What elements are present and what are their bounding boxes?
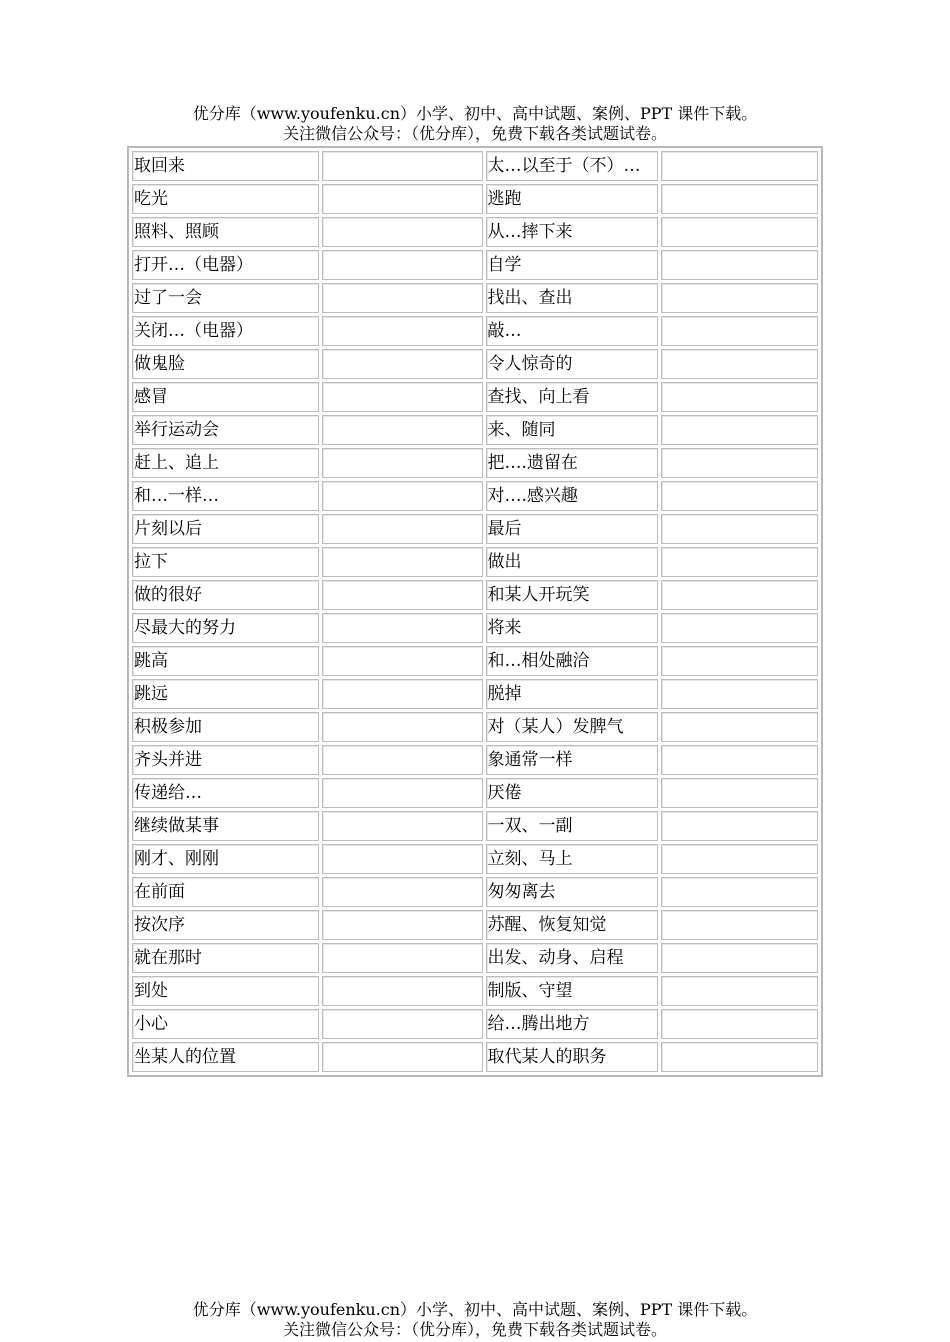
table-row bbox=[132, 1009, 818, 1039]
answer-blank-left[interactable] bbox=[322, 349, 483, 379]
table-row bbox=[132, 415, 818, 445]
answer-blank-right[interactable] bbox=[661, 184, 818, 214]
answer-blank-left[interactable] bbox=[322, 415, 483, 445]
table-row bbox=[132, 646, 818, 676]
answer-blank-left[interactable] bbox=[322, 184, 483, 214]
table-row bbox=[132, 712, 818, 742]
table-row bbox=[132, 745, 818, 775]
chinese-term-right: 查找、向上看 bbox=[486, 382, 659, 412]
answer-blank-left[interactable] bbox=[322, 1009, 483, 1039]
chinese-term-right: 取代某人的职务 bbox=[486, 1042, 659, 1072]
chinese-term-right: 和…相处融洽 bbox=[486, 646, 659, 676]
chinese-term-left: 继续做某事 bbox=[132, 811, 319, 841]
chinese-term-right: 立刻、马上 bbox=[486, 844, 659, 874]
chinese-term-right: 脱掉 bbox=[486, 679, 659, 709]
chinese-term-right: 一双、一副 bbox=[486, 811, 659, 841]
chinese-term-left: 就在那时 bbox=[132, 943, 319, 973]
page-header bbox=[0, 104, 950, 144]
chinese-term-left: 做鬼脸 bbox=[132, 349, 319, 379]
answer-blank-right[interactable] bbox=[661, 415, 818, 445]
chinese-term-left: 和…一样… bbox=[132, 481, 319, 511]
table-row bbox=[132, 250, 818, 280]
answer-blank-left[interactable] bbox=[322, 250, 483, 280]
chinese-term-right: 自学 bbox=[486, 250, 659, 280]
answer-blank-left[interactable] bbox=[322, 910, 483, 940]
answer-blank-left[interactable] bbox=[322, 877, 483, 907]
footer-line-1: 优分库（www.youfenku.cn）小学、初中、高中试题、案例、PPT 课件下载。 bbox=[192, 1300, 758, 1319]
table-row bbox=[132, 580, 818, 610]
answer-blank-left[interactable] bbox=[322, 943, 483, 973]
chinese-term-right: 太…以至于（不）… bbox=[486, 151, 659, 181]
chinese-term-left: 照料、照顾 bbox=[132, 217, 319, 247]
chinese-term-right: 来、随同 bbox=[486, 415, 659, 445]
table-row bbox=[132, 679, 818, 709]
answer-blank-right[interactable] bbox=[661, 580, 818, 610]
footer-line-2: 关注微信公众号：（优分库），免费下载各类试题试卷。 bbox=[282, 1320, 667, 1339]
chinese-term-left: 赶上、追上 bbox=[132, 448, 319, 478]
chinese-term-left: 传递给… bbox=[132, 778, 319, 808]
chinese-term-right: 苏醒、恢复知觉 bbox=[486, 910, 659, 940]
table-row bbox=[132, 1042, 818, 1072]
answer-blank-left[interactable] bbox=[322, 646, 483, 676]
chinese-term-left: 跳高 bbox=[132, 646, 319, 676]
chinese-term-left: 吃光 bbox=[132, 184, 319, 214]
answer-blank-right[interactable] bbox=[661, 1042, 818, 1072]
chinese-term-right: 对（某人）发脾气 bbox=[486, 712, 659, 742]
answer-blank-left[interactable] bbox=[322, 712, 483, 742]
answer-blank-left[interactable] bbox=[322, 1042, 483, 1072]
answer-blank-left[interactable] bbox=[322, 844, 483, 874]
table-row bbox=[132, 481, 818, 511]
answer-blank-left[interactable] bbox=[322, 580, 483, 610]
answer-blank-left[interactable] bbox=[322, 547, 483, 577]
chinese-term-right: 给…腾出地方 bbox=[486, 1009, 659, 1039]
chinese-term-right: 厌倦 bbox=[486, 778, 659, 808]
answer-blank-right[interactable] bbox=[661, 283, 818, 313]
answer-blank-right[interactable] bbox=[661, 844, 818, 874]
chinese-term-left: 感冒 bbox=[132, 382, 319, 412]
table-row bbox=[132, 151, 818, 181]
answer-blank-right[interactable] bbox=[661, 976, 818, 1006]
chinese-term-right: 令人惊奇的 bbox=[486, 349, 659, 379]
chinese-term-right: 匆匆离去 bbox=[486, 877, 659, 907]
table-row bbox=[132, 316, 818, 346]
answer-blank-right[interactable] bbox=[661, 1009, 818, 1039]
chinese-term-right: 敲… bbox=[486, 316, 659, 346]
chinese-term-right: 出发、动身、启程 bbox=[486, 943, 659, 973]
answer-blank-left[interactable] bbox=[322, 679, 483, 709]
chinese-term-right: 把….遗留在 bbox=[486, 448, 659, 478]
chinese-term-left: 小心 bbox=[132, 1009, 319, 1039]
answer-blank-right[interactable] bbox=[661, 151, 818, 181]
answer-blank-left[interactable] bbox=[322, 316, 483, 346]
table-row bbox=[132, 877, 818, 907]
answer-blank-right[interactable] bbox=[661, 448, 818, 478]
answer-blank-right[interactable] bbox=[661, 613, 818, 643]
table-row bbox=[132, 184, 818, 214]
table-row bbox=[132, 910, 818, 940]
header-line-1: 优分库（www.youfenku.cn）小学、初中、高中试题、案例、PPT 课件下载。 bbox=[192, 104, 758, 123]
chinese-term-right: 最后 bbox=[486, 514, 659, 544]
chinese-term-left: 做的很好 bbox=[132, 580, 319, 610]
chinese-term-left: 在前面 bbox=[132, 877, 319, 907]
chinese-term-right: 从…摔下来 bbox=[486, 217, 659, 247]
answer-blank-right[interactable] bbox=[661, 679, 818, 709]
table-row bbox=[132, 283, 818, 313]
chinese-term-left: 拉下 bbox=[132, 547, 319, 577]
table-row bbox=[132, 349, 818, 379]
chinese-term-left: 取回来 bbox=[132, 151, 319, 181]
answer-blank-left[interactable] bbox=[322, 613, 483, 643]
chinese-term-left: 到处 bbox=[132, 976, 319, 1006]
chinese-term-left: 积极参加 bbox=[132, 712, 319, 742]
chinese-term-left: 尽最大的努力 bbox=[132, 613, 319, 643]
answer-blank-right[interactable] bbox=[661, 349, 818, 379]
answer-blank-left[interactable] bbox=[322, 514, 483, 544]
answer-blank-left[interactable] bbox=[322, 976, 483, 1006]
answer-blank-left[interactable] bbox=[322, 778, 483, 808]
answer-blank-left[interactable] bbox=[322, 382, 483, 412]
table-row bbox=[132, 547, 818, 577]
table-row bbox=[132, 613, 818, 643]
table-row bbox=[132, 976, 818, 1006]
header-line-2: 关注微信公众号：（优分库），免费下载各类试题试卷。 bbox=[282, 124, 667, 143]
answer-blank-right[interactable] bbox=[661, 712, 818, 742]
chinese-term-right: 做出 bbox=[486, 547, 659, 577]
chinese-term-left: 按次序 bbox=[132, 910, 319, 940]
answer-blank-left[interactable] bbox=[322, 481, 483, 511]
answer-blank-right[interactable] bbox=[661, 778, 818, 808]
answer-blank-right[interactable] bbox=[661, 316, 818, 346]
chinese-term-left: 坐某人的位置 bbox=[132, 1042, 319, 1072]
table-row bbox=[132, 382, 818, 412]
table-row bbox=[132, 811, 818, 841]
chinese-term-left: 跳远 bbox=[132, 679, 319, 709]
table-row bbox=[132, 943, 818, 973]
table-row bbox=[132, 217, 818, 247]
answer-blank-right[interactable] bbox=[661, 547, 818, 577]
chinese-term-right: 制版、守望 bbox=[486, 976, 659, 1006]
table-row bbox=[132, 514, 818, 544]
answer-blank-right[interactable] bbox=[661, 745, 818, 775]
answer-blank-right[interactable] bbox=[661, 250, 818, 280]
answer-blank-right[interactable] bbox=[661, 382, 818, 412]
chinese-term-left: 片刻以后 bbox=[132, 514, 319, 544]
chinese-term-right: 象通常一样 bbox=[486, 745, 659, 775]
answer-blank-left[interactable] bbox=[322, 151, 483, 181]
answer-blank-right[interactable] bbox=[661, 943, 818, 973]
chinese-term-right: 和某人开玩笑 bbox=[486, 580, 659, 610]
table-row bbox=[132, 448, 818, 478]
answer-blank-right[interactable] bbox=[661, 481, 818, 511]
answer-blank-left[interactable] bbox=[322, 745, 483, 775]
chinese-term-right: 找出、查出 bbox=[486, 283, 659, 313]
answer-blank-right[interactable] bbox=[661, 646, 818, 676]
chinese-term-right: 将来 bbox=[486, 613, 659, 643]
chinese-term-left: 刚才、刚刚 bbox=[132, 844, 319, 874]
answer-blank-right[interactable] bbox=[661, 811, 818, 841]
vocabulary-table bbox=[127, 146, 823, 1077]
answer-blank-right[interactable] bbox=[661, 514, 818, 544]
chinese-term-left: 关闭…（电器） bbox=[132, 316, 319, 346]
answer-blank-right[interactable] bbox=[661, 217, 818, 247]
chinese-term-left: 过了一会 bbox=[132, 283, 319, 313]
answer-blank-left[interactable] bbox=[322, 448, 483, 478]
answer-blank-right[interactable] bbox=[661, 910, 818, 940]
chinese-term-left: 齐头并进 bbox=[132, 745, 319, 775]
chinese-term-left: 举行运动会 bbox=[132, 415, 319, 445]
answer-blank-right[interactable] bbox=[661, 877, 818, 907]
answer-blank-left[interactable] bbox=[322, 811, 483, 841]
chinese-term-right: 对….感兴趣 bbox=[486, 481, 659, 511]
chinese-term-right: 逃跑 bbox=[486, 184, 659, 214]
table-row bbox=[132, 844, 818, 874]
table-row bbox=[132, 778, 818, 808]
chinese-term-left: 打开…（电器） bbox=[132, 250, 319, 280]
answer-blank-left[interactable] bbox=[322, 283, 483, 313]
answer-blank-left[interactable] bbox=[322, 217, 483, 247]
page-footer bbox=[0, 1300, 950, 1340]
